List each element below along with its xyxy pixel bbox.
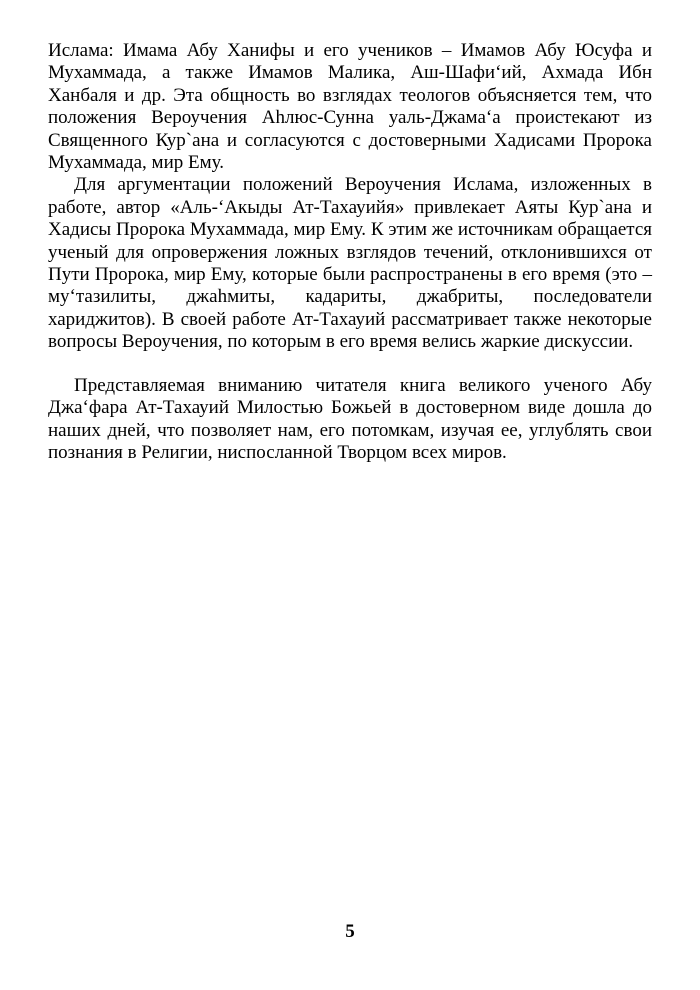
paragraph-continuation: Ислама: Имама Абу Ханифы и его учеников – Имамов Абу Юсуфа и Мухаммада, а также Имамов Малика, Аш-Шафи‘ий, Ахмада Ибн Ханбаля и др. Эта общность во взглядах теологов объясняется тем, что положения Вероучения Аһлюс-Сунна уаль-Джама‘а проистекают из Священного Кур`ана и согласуются с достоверными Хадисами Пророка Мухаммада, мир Ему. — [48, 40, 652, 174]
paragraph-arguments: Для аргументации положений Вероучения Ислама, изложенных в работе, автор «Аль-‘Акыды Ат-Тахауийя» привлекает Аяты Кур`ана и Хадисы Пророка Мухаммада, мир Ему. К этим же источникам обращается ученый для опровержения ложных взглядов течений, отклонившихся от Пути Пророка, мир Ему, которые были распространены в его время (это – му‘тазилиты, джаһмиты, кадариты, джабриты, последователи хариджитов). В своей работе Ат-Тахауий рассматривает также некоторые вопросы Вероучения, по которым в его время велись жаркие дискуссии. — [48, 174, 652, 353]
paragraph-book-presentation: Представляемая вниманию читателя книга великого ученого Абу Джа‘фара Ат-Тахауий Милостью Божьей в достоверном виде дошла до наших дней, что позволяет нам, его потомкам, изучая ее, углублять свои познания в Религии, ниспосланной Творцом всех миров. — [48, 374, 652, 463]
page-number: 5 — [345, 921, 355, 942]
document-page — [48, 40, 652, 464]
